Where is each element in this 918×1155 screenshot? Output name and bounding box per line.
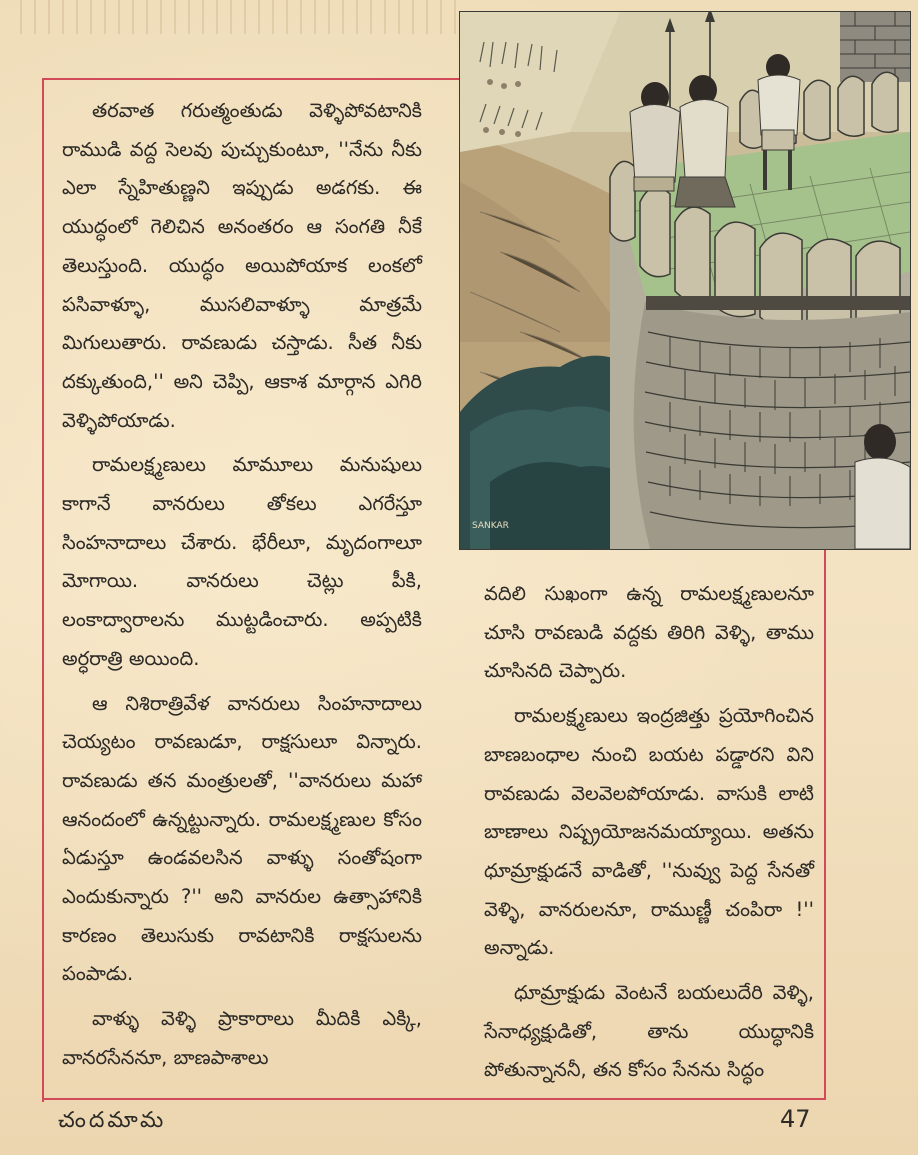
red-frame-bottom bbox=[42, 1098, 826, 1100]
right-paragraph-3: ధూమ్రాక్షుడు వెంటనే బయలుదేరి వెళ్ళి, సేనాధ్యక్షుడితో, తాను యుద్ధానికి పోతున్నాననీ, తన కోసం సేనను సిద్ధం bbox=[484, 981, 814, 1082]
left-text-column bbox=[62, 92, 422, 1084]
left-paragraph-2: రామలక్ష్మణులు మామూలు మనుషులు కాగానే వానరులు తోకలు ఎగరేస్తూ సింహనాదాలు చేశారు. భేరీలూ, మృదంగాలూ మోగాయి. వానరులు చెట్లు పీకి, లంకాద్వారాలను ముట్టడించారు. అప్పటికి అర్ధరాత్రి అయింది. bbox=[62, 453, 422, 670]
fortress-illustration bbox=[459, 11, 911, 550]
left-paragraph-1: తరవాత గరుత్మంతుడు వెళ్ళిపోవటానికి రాముడి వద్ద సెలవు పుచ్చుకుంటూ, ''నేను నీకు ఎలా స్నేహితుణ్ణని ఇప్పుడు అడగకు. ఈ యుద్ధంలో గెలిచిన అనంతరం ఆ సంగతి నీకే తెలుస్తుంది. యుద్ధం అయిపోయాక లంకలో పసివాళ్ళూ, ముసలివాళ్ళూ మాత్రమే మిగులుతారు. రావణుడు చస్తాడు. సీత నీకు దక్కుతుంది,'' అని చెప్పి, ఆకాశ మార్గాన ఎగిరి వెళ్ళిపోయాడు. bbox=[62, 99, 422, 432]
red-frame-right bbox=[824, 548, 826, 1100]
top-margin-decoration bbox=[20, 0, 460, 34]
left-paragraph-3: ఆ నిశిరాత్రివేళ వానరులు సింహనాదాలు చెయ్యటం రావణుడూ, రాక్షసులూ విన్నారు. రావణుడు తన మంత్రులతో, ''వానరులు మహా ఆనందంలో ఉన్నట్టున్నారు. రామలక్ష్మణుల కోసం ఏడుస్తూ ఉండవలసిన వాళ్ళు సంతోషంగా ఎందుకున్నారు ?'' అని వానరుల ఉత్సాహానికి కారణం తెలుసుకు రావటానికి రాక్షసులను పంపాడు. bbox=[62, 691, 422, 986]
page-number: 47 bbox=[780, 1105, 811, 1133]
illustration-svg bbox=[460, 12, 910, 549]
right-text-column bbox=[484, 575, 814, 1096]
right-paragraph-1: వదిలి సుఖంగా ఉన్న రామలక్ష్మణులనూ చూసి రావణుడి వద్దకు తిరిగి వెళ్ళి, తాము చూసినది చెప్పారు. bbox=[484, 582, 814, 683]
left-paragraph-4: వాళ్ళు వెళ్ళి ప్రాకారాలు మీదికి ఎక్కి, వానరసేననూ, బాణపాశాలు bbox=[62, 1007, 422, 1069]
artist-signature: SANKAR bbox=[472, 521, 509, 531]
right-paragraph-2: రామలక్ష్మణులు ఇంద్రజిత్తు ప్రయోగించిన బాణబంధాల నుంచి బయట పడ్డారని విని రావణుడు వెలవెలపోయాడు. వాసుకి లాటి బాణాలు నిష్ప్రయోజనమయ్యాయి. అతను ధూమ్రాక్షుడనే వాడితో, ''నువ్వు పెద్ద సేనతో వెళ్ళి, వానరులనూ, రాముణ్ణీ చంపిరా !'' అన్నాడు. bbox=[484, 704, 814, 960]
magazine-name: చందమామ bbox=[58, 1108, 167, 1133]
